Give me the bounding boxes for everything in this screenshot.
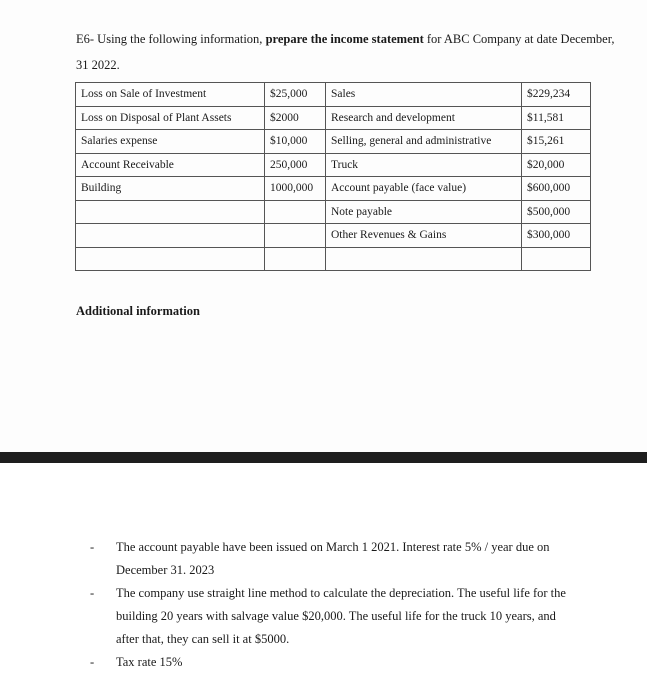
item-name-cell: Truck bbox=[326, 153, 522, 177]
account-name-cell: Salaries expense bbox=[76, 130, 265, 154]
table-row bbox=[76, 247, 591, 271]
item-amount-cell bbox=[522, 247, 591, 271]
item-amount-cell: $300,000 bbox=[522, 224, 591, 248]
item-name-cell: Other Revenues & Gains bbox=[326, 224, 522, 248]
item-name-cell: Research and development bbox=[326, 106, 522, 130]
accounts-table bbox=[75, 82, 591, 271]
table-row bbox=[76, 83, 591, 107]
account-amount-cell: $2000 bbox=[265, 106, 326, 130]
table-row bbox=[76, 130, 591, 154]
account-name-cell bbox=[76, 200, 265, 224]
item-name-cell: Note payable bbox=[326, 200, 522, 224]
account-name-cell: Account Receivable bbox=[76, 153, 265, 177]
table-row bbox=[76, 224, 591, 248]
account-amount-cell bbox=[265, 200, 326, 224]
table-row bbox=[76, 200, 591, 224]
problem-bold-phrase: prepare the income statement bbox=[265, 32, 424, 46]
info-item-text: The account payable have been issued on March 1 2021. Interest rate 5% / year due on December 31. 2023 bbox=[116, 540, 550, 577]
bullet-dash: - bbox=[90, 586, 95, 600]
account-amount-cell: $10,000 bbox=[265, 130, 326, 154]
account-amount-cell: 1000,000 bbox=[265, 177, 326, 201]
item-name-cell: Account payable (face value) bbox=[326, 177, 522, 201]
info-item-text: The company use straight line method to calculate the depreciation. The useful life for the building 20 years with salvage value $20,000. The useful life for the truck 10 years, and after that, they can sell it at $5000. bbox=[116, 586, 566, 646]
info-item-text: Tax rate 15% bbox=[116, 655, 183, 669]
info-item bbox=[90, 651, 580, 674]
account-name-cell: Loss on Disposal of Plant Assets bbox=[76, 106, 265, 130]
problem-statement bbox=[76, 26, 616, 78]
item-name-cell bbox=[326, 247, 522, 271]
account-amount-cell bbox=[265, 247, 326, 271]
account-name-cell bbox=[76, 247, 265, 271]
account-name-cell: Loss on Sale of Investment bbox=[76, 83, 265, 107]
bullet-dash: - bbox=[90, 655, 95, 669]
info-item bbox=[90, 582, 580, 651]
account-amount-cell bbox=[265, 224, 326, 248]
item-amount-cell: $600,000 bbox=[522, 177, 591, 201]
bullet-dash: - bbox=[90, 540, 95, 554]
additional-info-heading: Additional information bbox=[76, 304, 200, 318]
account-amount-cell: $25,000 bbox=[265, 83, 326, 107]
table-row bbox=[76, 106, 591, 130]
item-amount-cell: $11,581 bbox=[522, 106, 591, 130]
account-name-cell bbox=[76, 224, 265, 248]
page-divider-bar bbox=[0, 452, 647, 463]
item-amount-cell: $500,000 bbox=[522, 200, 591, 224]
table-row bbox=[76, 177, 591, 201]
item-name-cell: Selling, general and administrative bbox=[326, 130, 522, 154]
item-amount-cell: $15,261 bbox=[522, 130, 591, 154]
item-amount-cell: $20,000 bbox=[522, 153, 591, 177]
table-row bbox=[76, 153, 591, 177]
item-amount-cell: $229,234 bbox=[522, 83, 591, 107]
info-item bbox=[90, 536, 580, 582]
account-amount-cell: 250,000 bbox=[265, 153, 326, 177]
problem-suffix: for ABC Company at date December, 31 2022. bbox=[76, 32, 615, 72]
account-name-cell: Building bbox=[76, 177, 265, 201]
item-name-cell: Sales bbox=[326, 83, 522, 107]
problem-prefix: E6- Using the following information, bbox=[76, 32, 266, 46]
additional-info-list bbox=[90, 536, 580, 674]
